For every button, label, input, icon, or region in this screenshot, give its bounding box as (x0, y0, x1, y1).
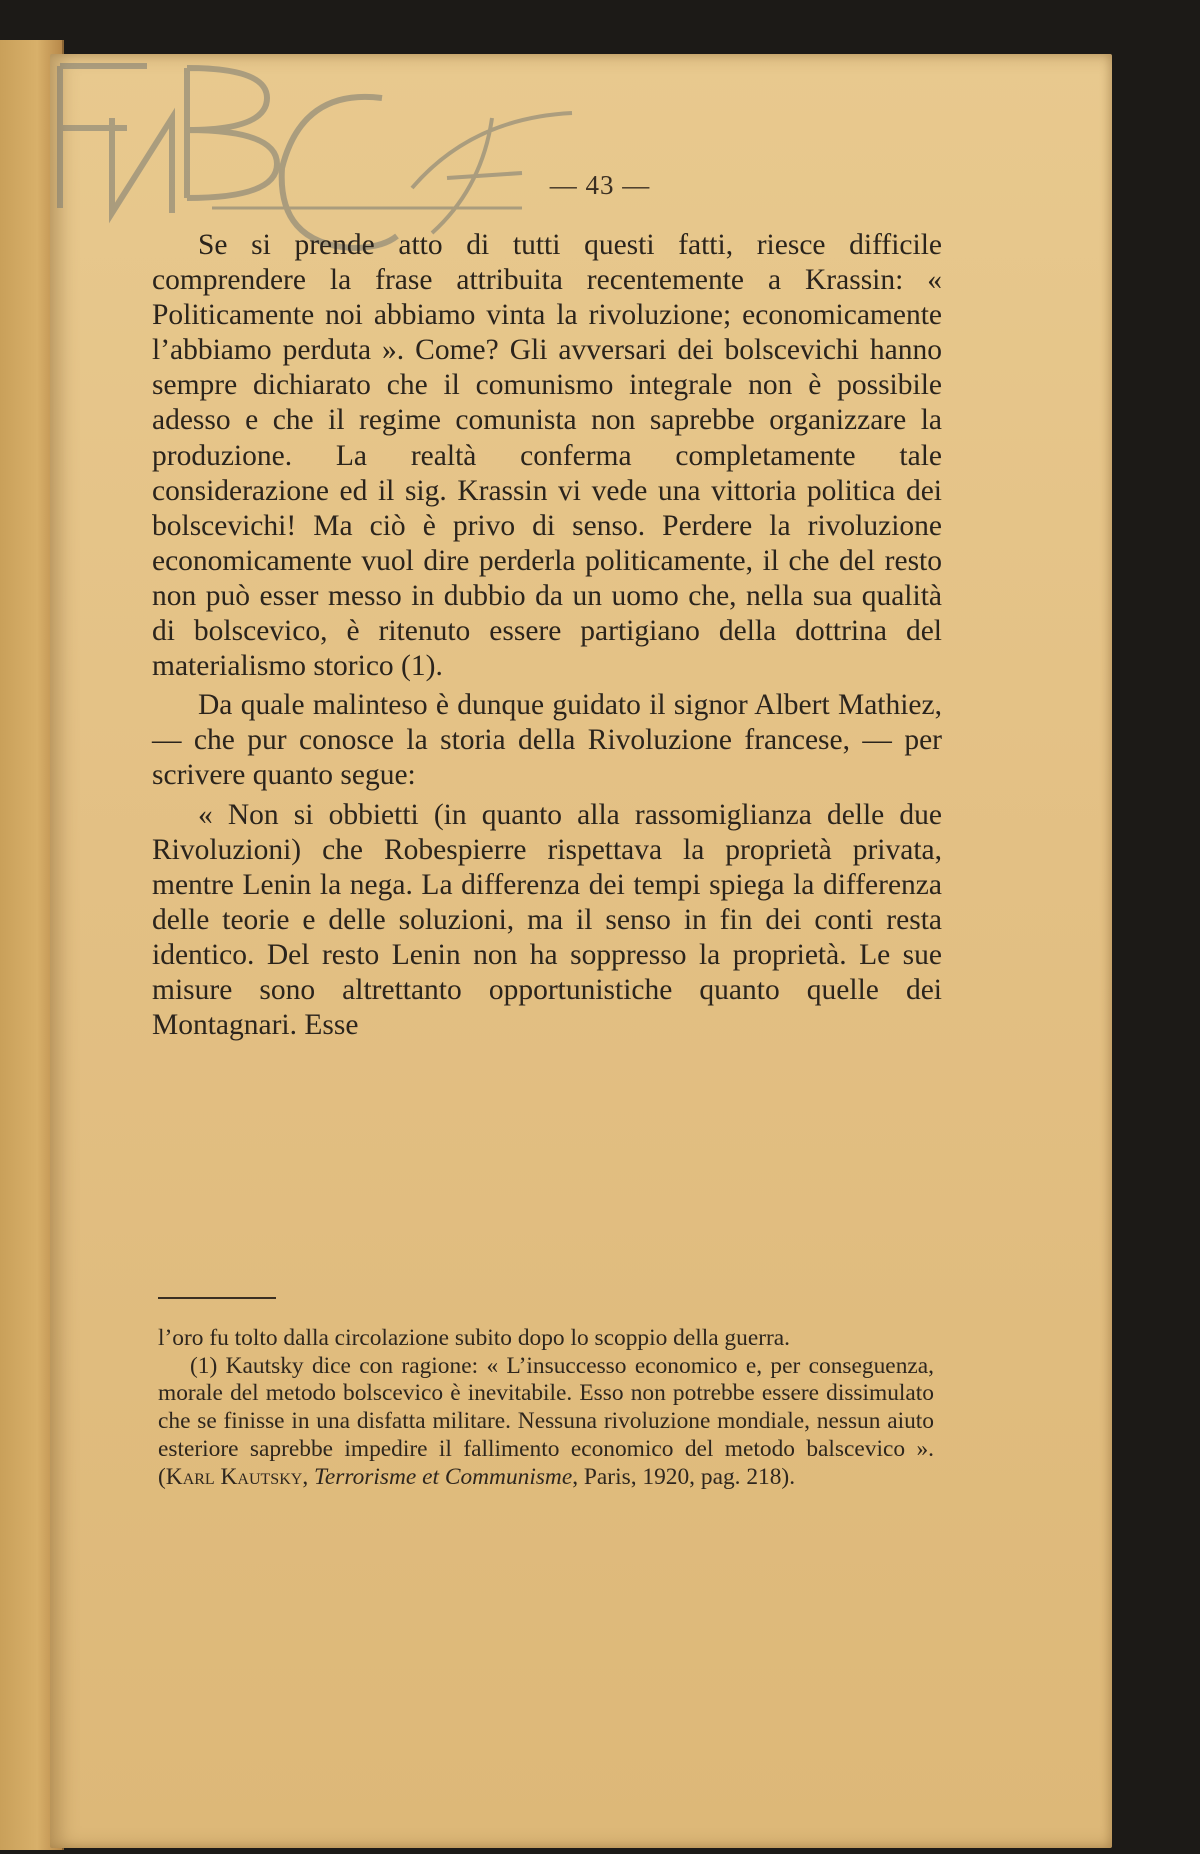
footnote-1-separator: , (302, 1463, 315, 1490)
footnote-1-tail: , Paris, 1920, pag. 218). (572, 1463, 796, 1490)
footnote-continuation: l’oro fu tolto dalla circolazione subito dopo lo scoppio della guerra. (158, 1325, 791, 1351)
main-text (152, 228, 942, 1043)
footnote-1-author: Karl Kautsky (165, 1463, 303, 1490)
paragraph: Se si prende atto di tutti questi fatti, riesce difficile comprendere la frase attribuita recentemente a Krassin: « Politicamente noi abbiamo vinta la rivoluzione; economicamente l’abbiamo perduta ». Come? Gli avversari dei bolscevichi hanno sempre dichiarato che il comunismo integrale non è possibile adesso e che il regime comunista non saprebbe organizzare la produzione. La realtà conferma completamente tale considerazione ed il sig. Krassin vi vede una vittoria politica dei bolscevichi! Ma ciò è privo di senso. Perdere la rivoluzione economicamente vuol dire perderla politicamente, il che del resto non può esser messo in dubbio da un uomo che, nella sua qualità di bolscevico, è ritenuto essere partigiano della dottrina del materialismo storico (1). (152, 229, 942, 683)
footnote-separator (158, 1297, 276, 1299)
footnote-1-title: Terrorisme et Communisme (314, 1463, 573, 1490)
footnotes (158, 1325, 934, 1491)
footnote-1 (158, 1353, 934, 1492)
footnote-1-text: (1) Kautsky dice con ragione: « L’insuccesso economico e, per conseguenza, morale del metodo bolscevico è inevitabile. Esso non potrebbe essere dissimulato che se finisse in una disfatta militare. Nessuna rivoluzione mondiale, nessun aiuto esteriore saprebbe impedire il fallimento economico del metodo balscevico ». ( (158, 1352, 934, 1490)
page-number: — 43 — (549, 170, 651, 200)
paragraph: Da quale malinteso è dunque guidato il signor Albert Mathiez, — che pur conosce la storia della Rivoluzione francese, — per scrivere quanto segue: (152, 689, 942, 792)
quotation-paragraph: « Non si obbietti (in quanto alla rassomiglianza delle due Rivoluzioni) che Robespierre rispettava la proprietà privata, mentre Lenin la nega. La differenza dei tempi spiega la differenza delle teorie e delle soluzioni, ma il senso in fin dei conti resta identico. Del resto Lenin non ha soppresso la proprietà. Le sue misure sono altrettanto opportunistiche quanto quelle dei Montagnari. Esse (152, 798, 942, 1042)
